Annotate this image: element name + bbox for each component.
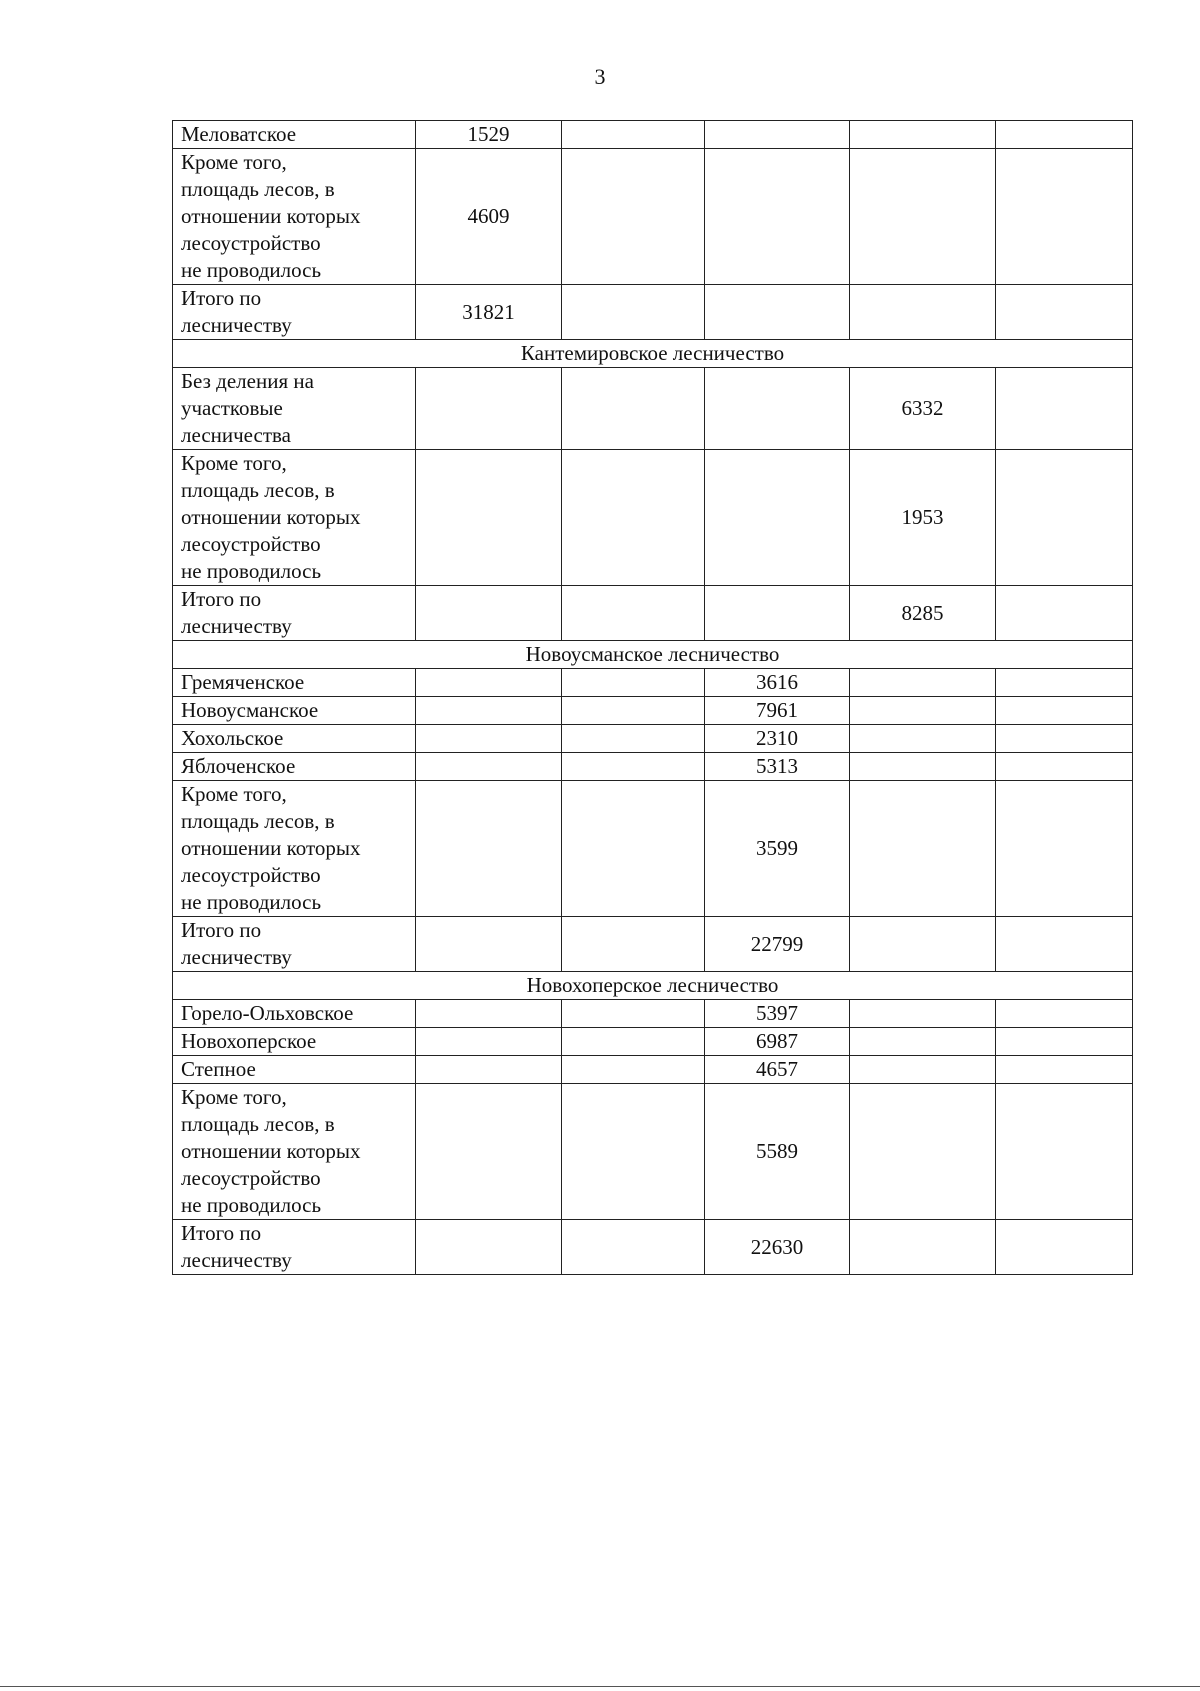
area-value-cell xyxy=(416,1000,562,1028)
area-value-cell xyxy=(562,1000,705,1028)
row-label: Итого по лесничеству xyxy=(173,586,416,641)
area-value-cell xyxy=(996,450,1133,586)
row-label: Итого по лесничеству xyxy=(173,917,416,972)
area-value-cell xyxy=(996,586,1133,641)
table-row xyxy=(173,586,1133,641)
area-value-cell xyxy=(996,121,1133,149)
area-value-cell: 8285 xyxy=(850,586,996,641)
area-value-cell: 5589 xyxy=(705,1084,850,1220)
table-row xyxy=(173,697,1133,725)
area-value-cell xyxy=(416,697,562,725)
area-value-cell xyxy=(850,1220,996,1275)
row-label: Кроме того, площадь лесов, в отношении которых лесоустройство не проводилось xyxy=(173,149,416,285)
area-value-cell: 3616 xyxy=(705,669,850,697)
area-value-cell xyxy=(996,368,1133,450)
area-value-cell: 1953 xyxy=(850,450,996,586)
area-value-cell xyxy=(416,1028,562,1056)
table-row xyxy=(173,1220,1133,1275)
forestry-area-table xyxy=(172,120,1133,1275)
table-row xyxy=(173,1056,1133,1084)
area-value-cell xyxy=(416,368,562,450)
area-value-cell xyxy=(416,725,562,753)
row-label: Без деления на участковые лесничества xyxy=(173,368,416,450)
table-row xyxy=(173,1084,1133,1220)
area-value-cell xyxy=(705,149,850,285)
area-value-cell xyxy=(562,285,705,340)
section-header-row xyxy=(173,641,1133,669)
area-value-cell xyxy=(996,149,1133,285)
area-value-cell: 31821 xyxy=(416,285,562,340)
area-value-cell xyxy=(562,1028,705,1056)
area-value-cell xyxy=(562,669,705,697)
area-value-cell xyxy=(562,586,705,641)
area-value-cell xyxy=(562,368,705,450)
area-value-cell: 6987 xyxy=(705,1028,850,1056)
area-value-cell xyxy=(996,725,1133,753)
area-value-cell: 22630 xyxy=(705,1220,850,1275)
area-value-cell: 3599 xyxy=(705,781,850,917)
area-value-cell: 4657 xyxy=(705,1056,850,1084)
table-row xyxy=(173,1028,1133,1056)
area-value-cell xyxy=(705,121,850,149)
row-label: Кроме того, площадь лесов, в отношении которых лесоустройство не проводилось xyxy=(173,781,416,917)
area-value-cell xyxy=(850,1000,996,1028)
area-value-cell xyxy=(850,725,996,753)
row-label: Итого по лесничеству xyxy=(173,1220,416,1275)
area-value-cell xyxy=(850,1084,996,1220)
row-label: Хохольское xyxy=(173,725,416,753)
area-value-cell xyxy=(416,669,562,697)
table-row xyxy=(173,917,1133,972)
area-value-cell xyxy=(996,697,1133,725)
area-value-cell xyxy=(850,149,996,285)
row-label: Новоусманское xyxy=(173,697,416,725)
area-value-cell xyxy=(416,917,562,972)
area-value-cell xyxy=(705,586,850,641)
table-row xyxy=(173,781,1133,917)
page-number: 3 xyxy=(594,64,606,89)
area-value-cell xyxy=(416,450,562,586)
area-value-cell: 7961 xyxy=(705,697,850,725)
section-title: Кантемировское лесничество xyxy=(173,340,1133,368)
area-value-cell: 22799 xyxy=(705,917,850,972)
area-value-cell xyxy=(850,669,996,697)
area-value-cell xyxy=(562,450,705,586)
area-value-cell: 5313 xyxy=(705,753,850,781)
area-value-cell xyxy=(562,149,705,285)
area-value-cell xyxy=(850,121,996,149)
area-value-cell xyxy=(850,917,996,972)
area-value-cell xyxy=(416,586,562,641)
table-row xyxy=(173,725,1133,753)
table-row xyxy=(173,450,1133,586)
row-label: Меловатское xyxy=(173,121,416,149)
area-value-cell: 5397 xyxy=(705,1000,850,1028)
area-value-cell xyxy=(562,753,705,781)
area-value-cell xyxy=(562,1220,705,1275)
area-value-cell xyxy=(996,753,1133,781)
row-label: Кроме того, площадь лесов, в отношении которых лесоустройство не проводилось xyxy=(173,1084,416,1220)
area-value-cell xyxy=(416,1220,562,1275)
row-label: Яблоченское xyxy=(173,753,416,781)
area-value-cell xyxy=(705,368,850,450)
table-row xyxy=(173,285,1133,340)
section-title: Новохоперское лесничество xyxy=(173,972,1133,1000)
area-value-cell xyxy=(416,1056,562,1084)
area-value-cell xyxy=(562,781,705,917)
row-label: Горело-Ольховское xyxy=(173,1000,416,1028)
area-value-cell xyxy=(416,781,562,917)
area-value-cell xyxy=(562,1084,705,1220)
area-value-cell xyxy=(996,285,1133,340)
area-value-cell xyxy=(850,285,996,340)
area-value-cell xyxy=(562,121,705,149)
bottom-divider xyxy=(0,1686,1200,1687)
area-value-cell xyxy=(996,1056,1133,1084)
row-label: Кроме того, площадь лесов, в отношении которых лесоустройство не проводилось xyxy=(173,450,416,586)
table-body xyxy=(173,121,1133,1275)
area-value-cell: 1529 xyxy=(416,121,562,149)
area-value-cell xyxy=(996,1084,1133,1220)
table-row xyxy=(173,1000,1133,1028)
area-value-cell xyxy=(416,1084,562,1220)
area-value-cell: 4609 xyxy=(416,149,562,285)
area-value-cell xyxy=(996,1220,1133,1275)
table-row xyxy=(173,149,1133,285)
area-value-cell xyxy=(705,285,850,340)
area-value-cell xyxy=(562,917,705,972)
area-value-cell: 6332 xyxy=(850,368,996,450)
section-title: Новоусманское лесничество xyxy=(173,641,1133,669)
area-value-cell xyxy=(996,917,1133,972)
area-value-cell xyxy=(850,1028,996,1056)
area-value-cell: 2310 xyxy=(705,725,850,753)
area-value-cell xyxy=(850,1056,996,1084)
area-value-cell xyxy=(850,753,996,781)
row-label: Итого по лесничеству xyxy=(173,285,416,340)
area-value-cell xyxy=(416,753,562,781)
table-row xyxy=(173,753,1133,781)
area-value-cell xyxy=(850,697,996,725)
area-value-cell xyxy=(996,781,1133,917)
area-value-cell xyxy=(562,725,705,753)
row-label: Степное xyxy=(173,1056,416,1084)
row-label: Гремяченское xyxy=(173,669,416,697)
section-header-row xyxy=(173,972,1133,1000)
area-value-cell xyxy=(996,669,1133,697)
section-header-row xyxy=(173,340,1133,368)
area-value-cell xyxy=(562,697,705,725)
area-value-cell xyxy=(562,1056,705,1084)
row-label: Новохоперское xyxy=(173,1028,416,1056)
table-row xyxy=(173,368,1133,450)
table-row xyxy=(173,121,1133,149)
area-value-cell xyxy=(996,1000,1133,1028)
area-value-cell xyxy=(996,1028,1133,1056)
area-value-cell xyxy=(705,450,850,586)
area-value-cell xyxy=(850,781,996,917)
table-row xyxy=(173,669,1133,697)
